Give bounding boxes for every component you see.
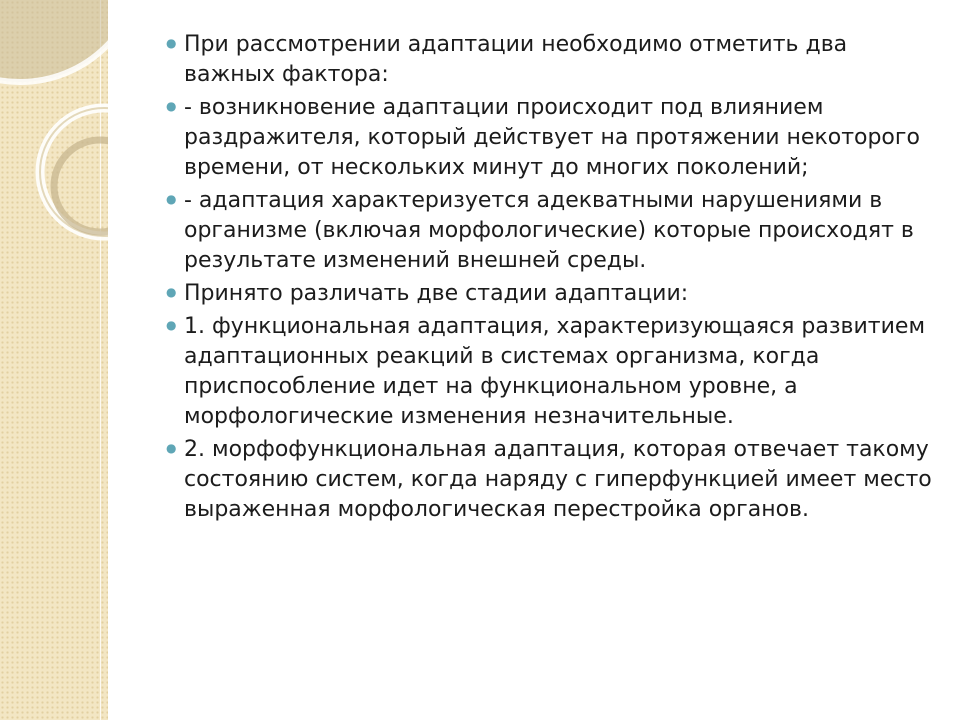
- list-item-text: - возникновение адаптации происходит под влиянием раздражителя, который действует на протяжении некоторого времени, от нескольких минут до многих поколений;: [184, 95, 920, 180]
- list-item: [164, 279, 934, 309]
- list-item-text: 2. морфофункциональная адаптация, которая отвечает такому состоянию систем, когда наряду с гиперфункцией имеет место выраженная морфологическая перестройка органов.: [184, 437, 932, 522]
- list-item-text: При рассмотрении адаптации необходимо отметить два важных фактора:: [184, 32, 848, 87]
- list-item: [164, 93, 934, 183]
- list-item-text: Принято различать две стадии адаптации:: [184, 281, 689, 306]
- ring-outer-shape: [40, 108, 108, 236]
- bullet-icon: ●: [166, 36, 177, 50]
- bullet-icon: ●: [166, 441, 177, 455]
- list-item: [164, 312, 934, 432]
- decorative-circles-graphic: [0, 0, 108, 720]
- large-circle-shape: [0, 0, 108, 82]
- ring-outer-edge: [40, 108, 108, 236]
- list-item: [164, 30, 934, 90]
- bullet-list: [164, 30, 934, 528]
- bullet-icon: ●: [166, 99, 177, 113]
- bullet-icon: ●: [166, 285, 177, 299]
- list-item: [164, 435, 934, 525]
- list-item: [164, 186, 934, 276]
- bullet-icon: ●: [166, 192, 177, 206]
- list-item-text: 1. функциональная адаптация, характеризующаяся развитием адаптационных реакций в системах организма, когда приспособление идет на функциональном уровне, а морфологические изменения незначительные.: [184, 314, 926, 429]
- list-item-text: - адаптация характеризуется адекватными нарушениями в организме (включая морфологические) которые происходят в результате изменений внешней среды.: [184, 188, 914, 273]
- bullet-icon: ●: [166, 318, 177, 332]
